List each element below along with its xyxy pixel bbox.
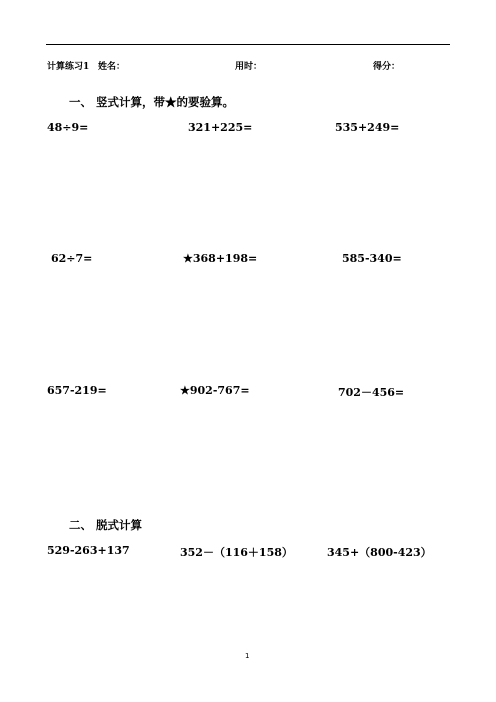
time-field-label: 用时：: [235, 62, 263, 72]
problem-3-2: ★902-767=: [180, 384, 250, 397]
problem-1-1: 48÷9=: [47, 121, 89, 134]
name-field-label: 姓名：: [98, 62, 126, 72]
section2-heading: 二、 脱式计算: [69, 518, 143, 532]
problem-1-2: 321+225=: [188, 121, 253, 134]
problem-1-3: 535+249=: [335, 121, 400, 134]
worksheet-title: 计算练习1: [47, 62, 90, 72]
problem-4-1: 529-263+137: [47, 544, 130, 557]
problem-2-3: 585-340=: [342, 252, 402, 265]
header-rule: [46, 44, 450, 45]
problem-3-3: 702－456=: [338, 386, 405, 399]
problem-2-1: 62÷7=: [51, 252, 93, 265]
section1-heading: 一、 竖式计算，带★的要验算。: [69, 95, 235, 109]
problem-4-3: 345+（800-423）: [327, 546, 432, 559]
score-field-label: 得分：: [373, 62, 401, 72]
page-number: 1: [245, 652, 250, 660]
problem-3-1: 657-219=: [47, 384, 107, 397]
problem-2-2: ★368+198=: [183, 252, 258, 265]
problem-4-2: 352－（116＋158）: [180, 546, 293, 559]
